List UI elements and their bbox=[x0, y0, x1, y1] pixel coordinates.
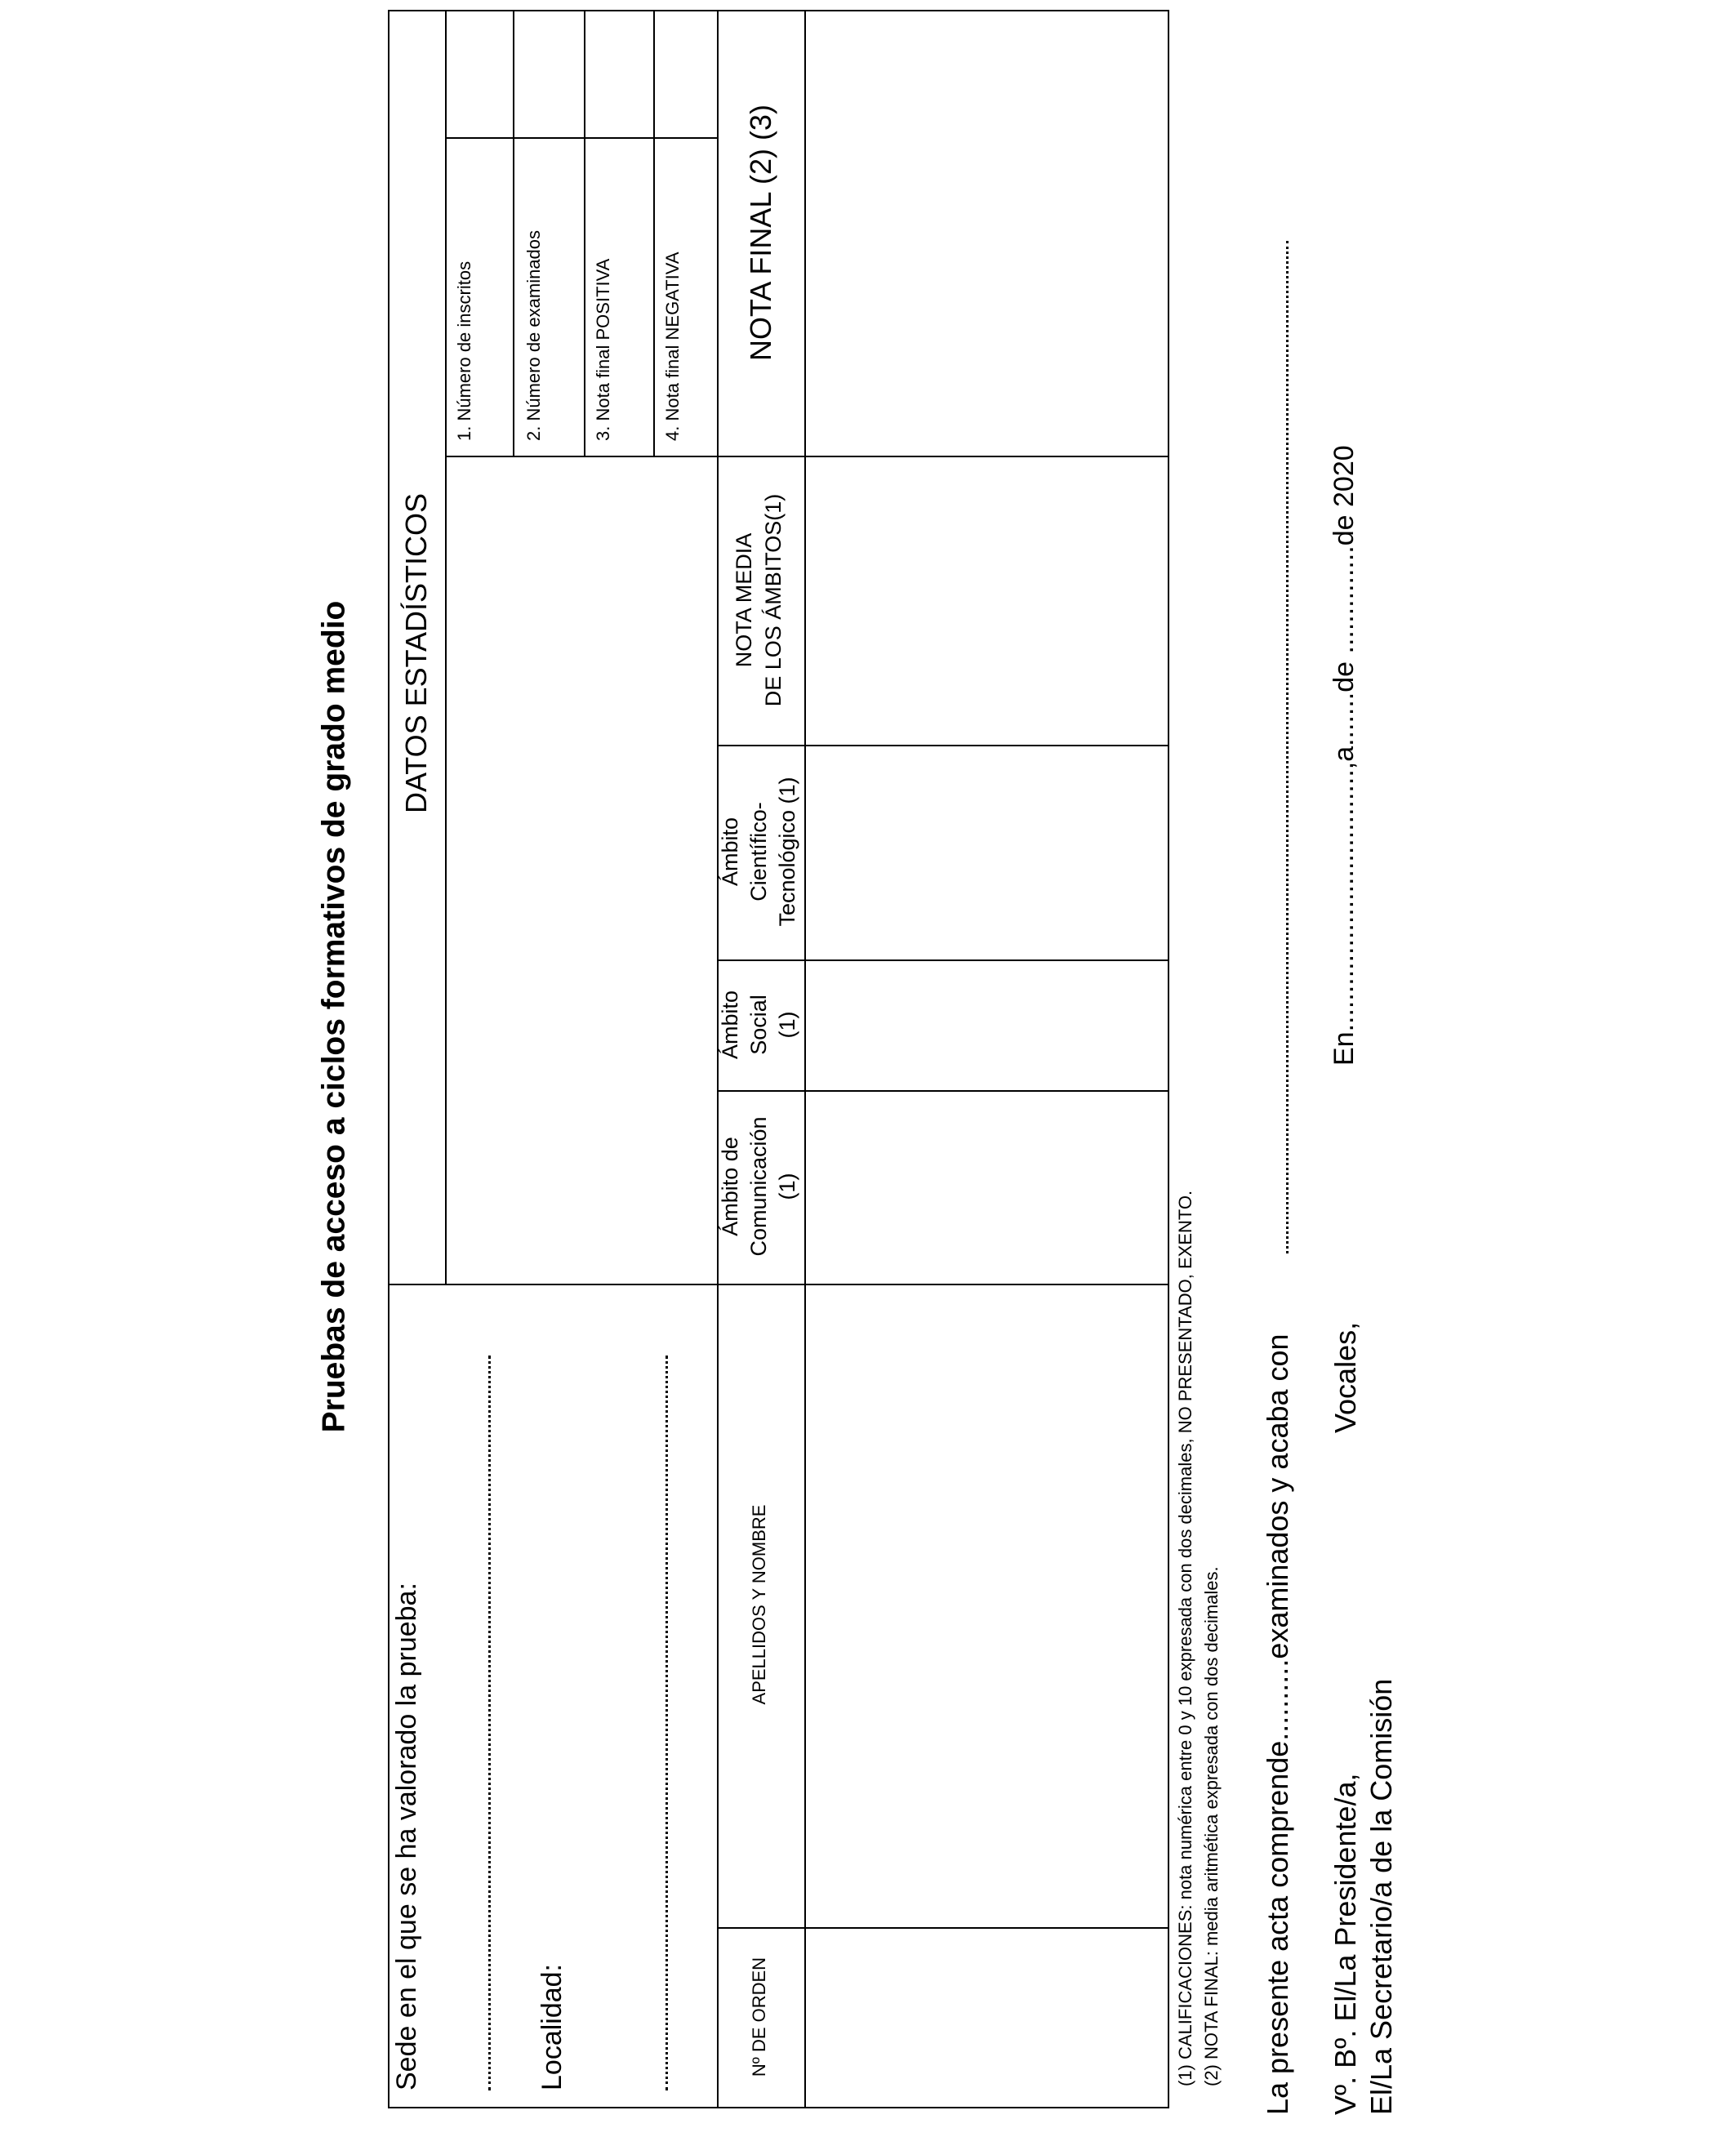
col-header-orden: Nº DE ORDEN bbox=[748, 1957, 769, 2077]
col-header-final: NOTA FINAL (2) (3) bbox=[744, 104, 778, 362]
localidad-label: Localidad: bbox=[536, 1963, 568, 2090]
stats-value-divider bbox=[445, 137, 719, 139]
table-body[interactable] bbox=[806, 11, 1168, 2107]
stats-divider bbox=[445, 456, 719, 457]
stat-inscritos-label: 1. Número de inscritos bbox=[454, 260, 474, 441]
col-header-comunicacion-2: Comunicación bbox=[746, 1116, 772, 1257]
header-divider bbox=[388, 1284, 719, 1285]
acta-line: La presente acta comprende..........examinados y acaba con bbox=[1261, 1333, 1294, 2115]
stats-row-line-2 bbox=[584, 10, 585, 456]
signature-vb-line1: Vº. Bº. El/La Presidente/a, bbox=[1329, 1773, 1362, 2115]
col-header-cientifico-2: Científico- bbox=[746, 802, 772, 902]
col-header-comunicacion-3: (1) bbox=[775, 1173, 800, 1200]
sede-input-line[interactable] bbox=[488, 1356, 491, 2090]
acta-input-line[interactable] bbox=[1286, 241, 1289, 1253]
footnote-1: (1) CALIFICACIONES: nota numérica entre 0 y 10 expresada con dos decimales, NO PRESENTADO, EXENTO. bbox=[1175, 1190, 1195, 2086]
datos-estadisticos-title: DATOS ESTADÍSTICOS bbox=[399, 492, 434, 814]
signature-vb-line2: El/La Secretario/a de la Comisión bbox=[1364, 1678, 1398, 2115]
col-header-media-1: NOTA MEDIA bbox=[732, 532, 757, 668]
sede-label: Sede en el que se ha valorado la prueba: bbox=[391, 1583, 422, 2090]
stats-row-line-3 bbox=[653, 10, 655, 456]
stat-examinados-label: 2. Número de examinados bbox=[523, 229, 544, 441]
stats-row-line-1 bbox=[513, 10, 514, 456]
datos-title-line bbox=[445, 10, 447, 1284]
page-title: Pruebas de acceso a ciclos formativos de grado medio bbox=[316, 600, 352, 1433]
col-header-media-2: DE LOS ÁMBITOS(1) bbox=[761, 493, 786, 707]
localidad-input-line[interactable] bbox=[665, 1356, 668, 2090]
col-header-social-3: (1) bbox=[775, 1011, 800, 1039]
col-header-social-1: Ámbito bbox=[718, 990, 743, 1060]
col-header-comunicacion-1: Ámbito de bbox=[718, 1137, 743, 1236]
stat-positiva-label: 3. Nota final POSITIVA bbox=[593, 258, 613, 441]
col-header-cientifico-3: Tecnológico (1) bbox=[775, 777, 800, 927]
col-header-cientifico-1: Ámbito bbox=[718, 817, 743, 887]
signature-vocales: Vocales, bbox=[1329, 1321, 1362, 1433]
col-header-nombre: APELLIDOS Y NOMBRE bbox=[748, 1504, 769, 1705]
col-header-social-2: Social bbox=[746, 995, 772, 1055]
signature-lugar-fecha: En..................................,a.......de ..............de 2020 bbox=[1329, 445, 1360, 1066]
footnote-2: (2) NOTA FINAL: media aritmética expresada con dos decimales. bbox=[1201, 1566, 1222, 2086]
stat-negativa-label: 4. Nota final NEGATIVA bbox=[662, 252, 683, 441]
